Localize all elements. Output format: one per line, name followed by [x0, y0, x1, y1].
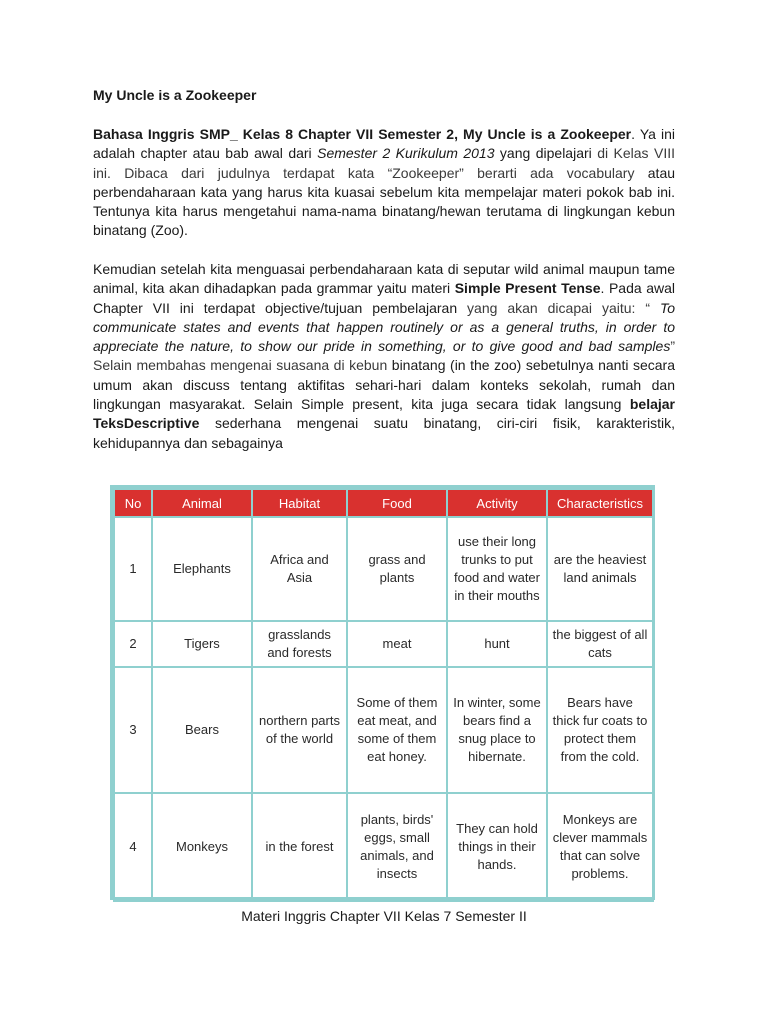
intro-bold: Bahasa Inggris SMP_ Kelas 8 Chapter VII Semester 2, My Uncle is a Zookeeper: [93, 126, 632, 142]
table-cell: 4: [114, 793, 152, 901]
table-cell: are the heaviest land animals: [547, 517, 653, 621]
grammar-text-3: yang akan dicapai yaitu: “: [467, 299, 660, 316]
table-cell: plants, birds' eggs, small animals, and insects: [347, 793, 447, 901]
grammar-text-6: sederhana mengenai suatu binatang, ciri-ciri fisik, karakteristik, kehidupannya dan sebagainya: [93, 415, 675, 451]
grammar-text-5: binatang (in the zoo) sebetulnya nanti secara umum akan discuss tentang aktifitas sehari-hari dalam konteks sekolah, rumah dan lingkungan masyarakat. Selain Simple present, kita juga secara tidak langsung: [93, 357, 675, 413]
paragraph-intro: [93, 125, 675, 241]
table-cell: 3: [114, 667, 152, 793]
table-row: [114, 517, 653, 621]
intro-italic: Semester 2 Kurikulum 2013: [317, 145, 495, 162]
table-cell: hunt: [447, 621, 547, 667]
table-cell: In winter, some bears find a snug place to hibernate.: [447, 667, 547, 793]
table-cell: 2: [114, 621, 152, 667]
table-cell: 1: [114, 517, 152, 621]
table-cell: grasslands and forests: [252, 621, 347, 667]
table-row: [114, 667, 653, 793]
grammar-text-1: Kemudian setelah kita menguasai perbendaharaan kata di seputar wild animal maupun tame animal, kita akan dihadapkan pada grammar yaitu materi: [93, 261, 675, 297]
table-cell: Monkeys: [152, 793, 252, 901]
table-cell: Africa and Asia: [252, 517, 347, 621]
header-cell: Habitat: [252, 489, 347, 517]
grammar-bold-2: belajar TeksDescriptive: [93, 396, 675, 432]
table-cell: They can hold things in their hands.: [447, 793, 547, 901]
header-cell: No: [114, 489, 152, 517]
grammar-text-4: ” Selain membahas mengenai suasana di kebun: [93, 338, 675, 374]
grammar-objective-italic: To communicate states and events that happen routinely or as a general truths, in order to appreciate the nature, to show our pride in something, or to give good and bad samples: [93, 299, 675, 355]
table-cell: meat: [347, 621, 447, 667]
table-row: [114, 621, 653, 667]
table-header-row: [114, 489, 653, 517]
header-cell: Activity: [447, 489, 547, 517]
table-cell: northern parts of the world: [252, 667, 347, 793]
table-cell: Bears: [152, 667, 252, 793]
table-cell: Tigers: [152, 621, 252, 667]
grammar-text-2: . Pada awal Chapter VII ini terdapat objective/tujuan pembelajaran: [93, 280, 675, 316]
animal-table: [110, 485, 655, 900]
table-cell: Elephants: [152, 517, 252, 621]
table-row: [114, 793, 653, 901]
table-cell: grass and plants: [347, 517, 447, 621]
table-cell: Monkeys are clever mammals that can solve problems.: [547, 793, 653, 901]
intro-text-4: atau perbendaharaan kata yang harus kita kuasai sebelum kita mempelajar materi pokok bab ini. Tentunya kita harus mengetahui nama-nama binatang/hewan terutama di lingkungan kebun binatang (Zoo).: [93, 164, 676, 239]
table-cell: Bears have thick fur coats to protect them from the cold.: [547, 667, 653, 793]
table-cell: use their long trunks to put food and water in their mouths: [447, 517, 547, 621]
table-caption: Materi Inggris Chapter VII Kelas 7 Semester II: [241, 908, 527, 924]
header-cell: Food: [347, 489, 447, 517]
table-cell: in the forest: [252, 793, 347, 901]
table-cell: the biggest of all cats: [547, 621, 653, 667]
paragraph-grammar: [93, 260, 675, 453]
intro-text-3: di Kelas VIII ini. Dibaca dari judulnya terdapat kata “Zookeeper” berarti ada vocabulary: [93, 145, 675, 181]
intro-text-1: . Ya ini adalah chapter atau bab awal dari: [93, 126, 675, 162]
intro-text-2: yang dipelajari: [494, 145, 598, 162]
table-cell: Some of them eat meat, and some of them eat honey.: [347, 667, 447, 793]
header-cell: Animal: [152, 489, 252, 517]
header-cell: Characteristics: [547, 489, 653, 517]
document-title: My Uncle is a Zookeeper: [93, 87, 257, 103]
grammar-bold-1: Simple Present Tense: [454, 280, 601, 297]
